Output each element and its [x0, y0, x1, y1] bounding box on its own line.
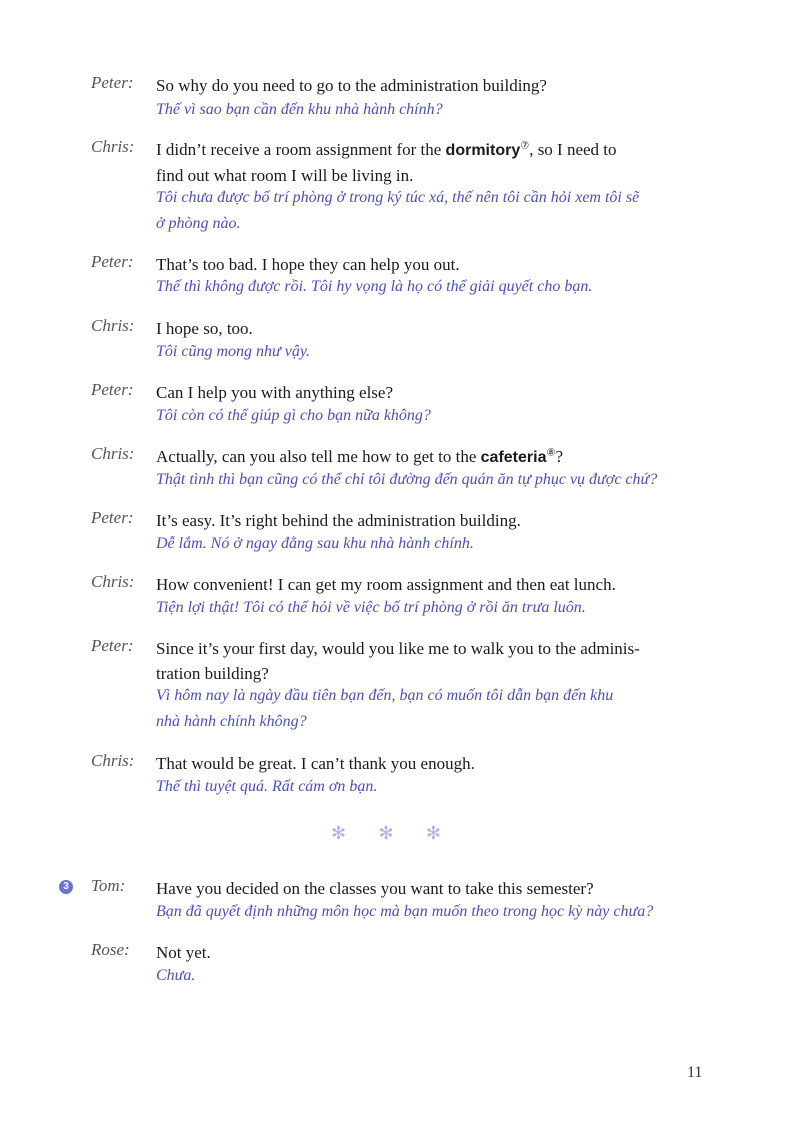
footnote-marker: ⑧ [546, 447, 556, 459]
english-line: Actually, can you also tell me how to get to the cafeteria⑧? [156, 447, 563, 466]
asterisk-icon: ✻ [331, 823, 347, 843]
vietnamese-translation: Thế thì không được rồi. Tôi hy vọng là họ có thể giải quyết cho bạn. [156, 278, 593, 295]
speaker-label: Chris: [91, 137, 135, 156]
english-line: Can I help you with anything else? [156, 383, 394, 402]
english-line: It’s easy. It’s right behind the administration building. [156, 511, 521, 530]
speaker-label: Chris: [91, 316, 135, 335]
speaker-label: Peter: [91, 73, 134, 92]
vietnamese-translation: Thật tình thì bạn cũng có thể chỉ tôi đường đến quán ăn tự phục vụ được chứ? [156, 471, 658, 488]
english-line: That’s too bad. I hope they can help you out. [156, 255, 460, 274]
asterisk-icon: ✻ [378, 823, 394, 843]
vietnamese-translation: Dễ lắm. Nó ở ngay đằng sau khu nhà hành chính. [156, 535, 474, 552]
footnote-marker: ⑦ [520, 140, 530, 152]
vocab-keyword: dormitory [445, 142, 521, 159]
vietnamese-translation: Vì hôm nay là ngày đầu tiên bạn đến, bạn có muốn tôi dẫn bạn đến khu nhà hành chính không? [156, 687, 614, 730]
vietnamese-translation: Tôi còn có thể giúp gì cho bạn nữa không? [156, 407, 431, 424]
vocab-keyword: cafeteria [480, 449, 547, 466]
asterisk-icon: ✻ [425, 823, 441, 843]
vietnamese-translation: Thế vì sao bạn cần đến khu nhà hành chính? [156, 101, 443, 118]
english-line: That would be great. I can’t thank you enough. [156, 754, 475, 773]
speaker-label: Peter: [91, 252, 134, 271]
vietnamese-translation: Tôi cũng mong như vậy. [156, 343, 311, 360]
english-line: Since it’s your first day, would you like me to walk you to the adminis- tration building? [156, 639, 640, 683]
section-separator [331, 823, 441, 844]
english-line: So why do you need to go to the administration building? [156, 76, 547, 95]
english-line: Have you decided on the classes you want to take this semester? [156, 879, 594, 898]
speaker-label: Peter: [91, 380, 134, 399]
english-line: Not yet. [156, 943, 211, 962]
speaker-label: Tom: [91, 876, 126, 895]
section-number-badge: 3 [59, 880, 73, 894]
speaker-label: Rose: [91, 940, 130, 959]
speaker-label: Chris: [91, 751, 135, 770]
page-number: 11 [687, 1064, 703, 1081]
vietnamese-translation: Chưa. [156, 967, 196, 984]
english-line: I hope so, too. [156, 319, 253, 338]
vietnamese-translation: Tôi chưa được bố trí phòng ở trong ký túc xá, thế nên tôi cần hỏi xem tôi sẽ ở phòng nào. [156, 189, 640, 232]
english-line: How convenient! I can get my room assignment and then eat lunch. [156, 575, 616, 594]
speaker-label: Chris: [91, 444, 135, 463]
vietnamese-translation: Bạn đã quyết định những môn học mà bạn muốn theo trong học kỳ này chưa? [156, 903, 654, 920]
speaker-label: Peter: [91, 636, 134, 655]
vietnamese-translation: Thế thì tuyệt quá. Rất cám ơn bạn. [156, 778, 378, 795]
vietnamese-translation: Tiện lợi thật! Tôi có thể hỏi về việc bố trí phòng ở rồi ăn trưa luôn. [156, 599, 586, 616]
speaker-label: Chris: [91, 572, 135, 591]
english-line: I didn’t receive a room assignment for the dormitory⑦, so I need to find out what room I will be living in. [156, 140, 617, 185]
speaker-label: Peter: [91, 508, 134, 527]
